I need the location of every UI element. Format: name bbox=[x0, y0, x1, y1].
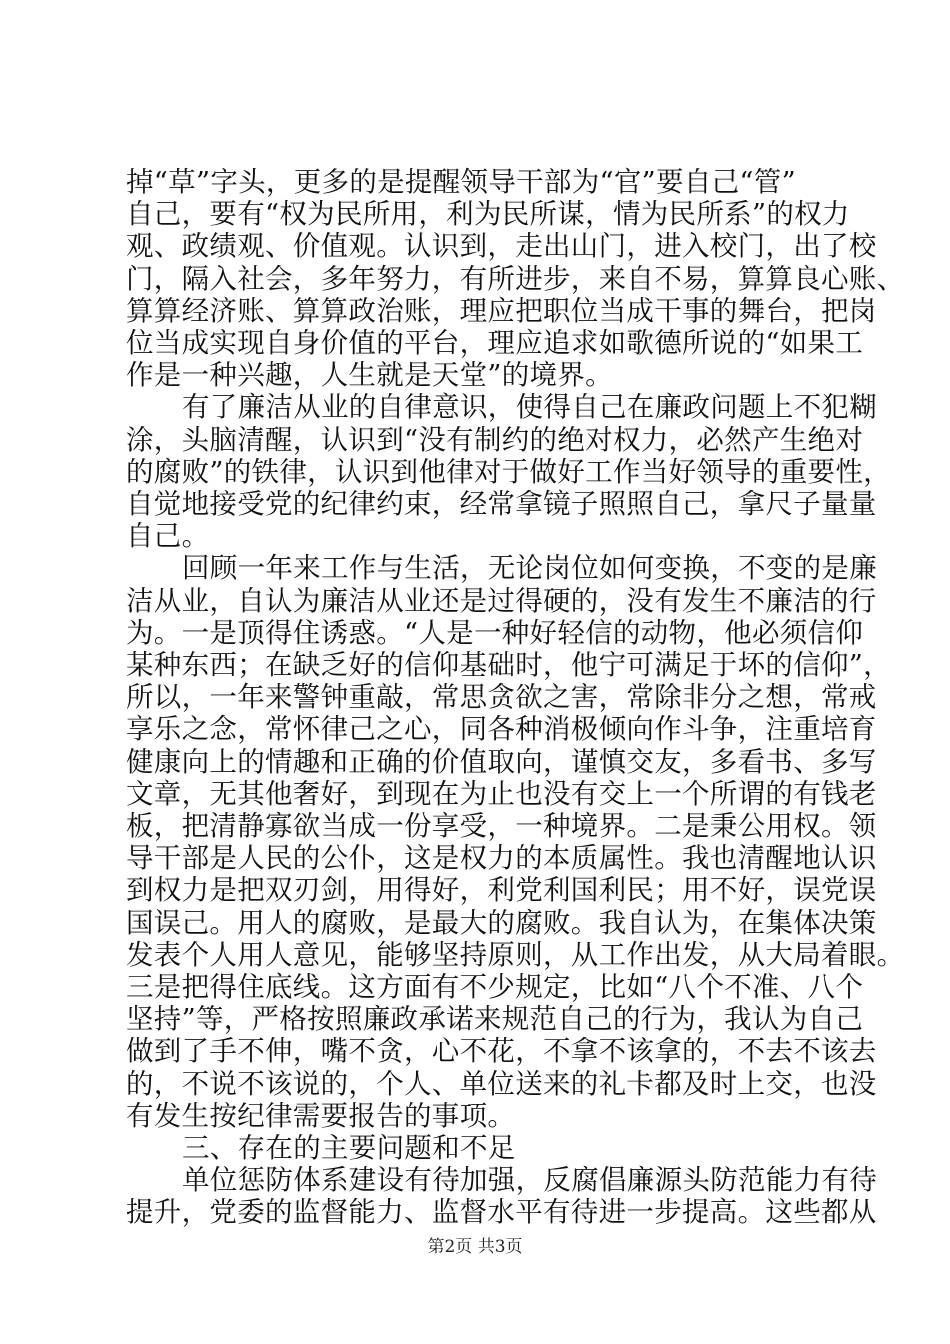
body-text-line: 所以，一年来警钟重敲，常思贪欲之害，常除非分之想，常戒 bbox=[126, 681, 877, 714]
body-text-line: 自己。 bbox=[126, 520, 210, 553]
body-text-line: 自觉地接受党的纪律约束，经常拿镜子照照自己，拿尺子量量 bbox=[126, 488, 877, 520]
body-text-line: 掉“草”字头，更多的是提醒领导干部为“官”要自己“管” bbox=[126, 166, 796, 198]
body-text-line: 发表个人用人意见，能够坚持原则，从工作出发，从大局着眼。 bbox=[126, 938, 905, 971]
body-text-line: 位当成实现自身价值的平台，理应追求如歌德所说的“如果工 bbox=[126, 327, 864, 359]
body-text-line: 健康向上的情趣和正确的价值取向，谨慎交友，多看书、多写 bbox=[126, 745, 877, 778]
body-text-line: 做到了手不伸，嘴不贪，心不花，不拿不该拿的，不去不该去 bbox=[126, 1035, 877, 1068]
body-text-line: 文章，无其他奢好，到现在为止也没有交上一个所谓的有钱老 bbox=[126, 777, 877, 810]
body-text-line: 的，不说不该说的，个人、单位送来的礼卡都及时上交，也没 bbox=[126, 1067, 877, 1100]
body-text-line: 自己，要有“权为民所用，利为民所谋，情为民所系”的权力 bbox=[126, 198, 850, 231]
page-number-footer: 第2页 共3页 bbox=[427, 1237, 523, 1257]
body-text-line: 涂，头脑清醒，认识到“没有制约的绝对权力，必然产生绝对 bbox=[126, 423, 864, 456]
body-text-line: 有发生按纪律需要报告的事项。 bbox=[126, 1099, 516, 1132]
body-text-line: 国误己。用人的腐败，是最大的腐败。我自认为，在集体决策 bbox=[126, 906, 877, 939]
body-text-line: 门，隔入社会，多年努力，有所进步，来自不易，算算良心账、 bbox=[126, 262, 905, 295]
body-text-line: 某种东西；在缺乏好的信仰基础时，他宁可满足于坏的信仰”， bbox=[126, 649, 891, 681]
body-text-line: 作是一种兴趣，人生就是天堂”的境界。 bbox=[126, 359, 613, 392]
body-text-line: 坚持”等，严格按照廉政承诺来规范自己的行为，我认为自己 bbox=[126, 1003, 864, 1036]
body-text-line: 三是把得住底线。这方面有不少规定，比如“八个不准、八个 bbox=[126, 971, 864, 1003]
body-text-line: 导干部是人民的公仆，这是权力的本质属性。我也清醒地认识 bbox=[126, 842, 877, 875]
section-heading: 三、存在的主要问题和不足 bbox=[182, 1132, 516, 1164]
body-text-line: 算算经济账、算算政治账，理应把职位当成干事的舞台，把岗 bbox=[126, 294, 877, 327]
body-text-line: 洁从业，自认为廉洁从业还是过得硬的，没有发生不廉洁的行 bbox=[126, 584, 877, 617]
body-text-line: 的腐败”的铁律，认识到他律对于做好工作当好领导的重要性， bbox=[126, 455, 891, 488]
body-text-line: 板，把清静寡欲当成一份享受，一种境界。二是秉公用权。领 bbox=[126, 810, 877, 842]
body-text-line: 回顾一年来工作与生活，无论岗位如何变换，不变的是廉 bbox=[182, 552, 877, 585]
body-text-line: 提升，党委的监督能力、监督水平有待进一步提高。这些都从 bbox=[126, 1196, 877, 1229]
body-text-line: 有了廉洁从业的自律意识，使得自己在廉政问题上不犯糊 bbox=[182, 391, 877, 424]
body-text-line: 到权力是把双刃剑，用得好，利党利国利民；用不好，误党误 bbox=[126, 874, 877, 907]
body-text-line: 观、政绩观、价值观。认识到，走出山门，进入校门，出了校 bbox=[126, 230, 877, 263]
body-text-line: 为。一是顶得住诱惑。“人是一种好轻信的动物，他必须信仰 bbox=[126, 616, 864, 649]
body-text-line: 单位惩防体系建设有待加强，反腐倡廉源头防范能力有待 bbox=[182, 1164, 877, 1197]
body-text-line: 享乐之念，常怀律己之心，同各种消极倾向作斗争，注重培育 bbox=[126, 713, 877, 746]
